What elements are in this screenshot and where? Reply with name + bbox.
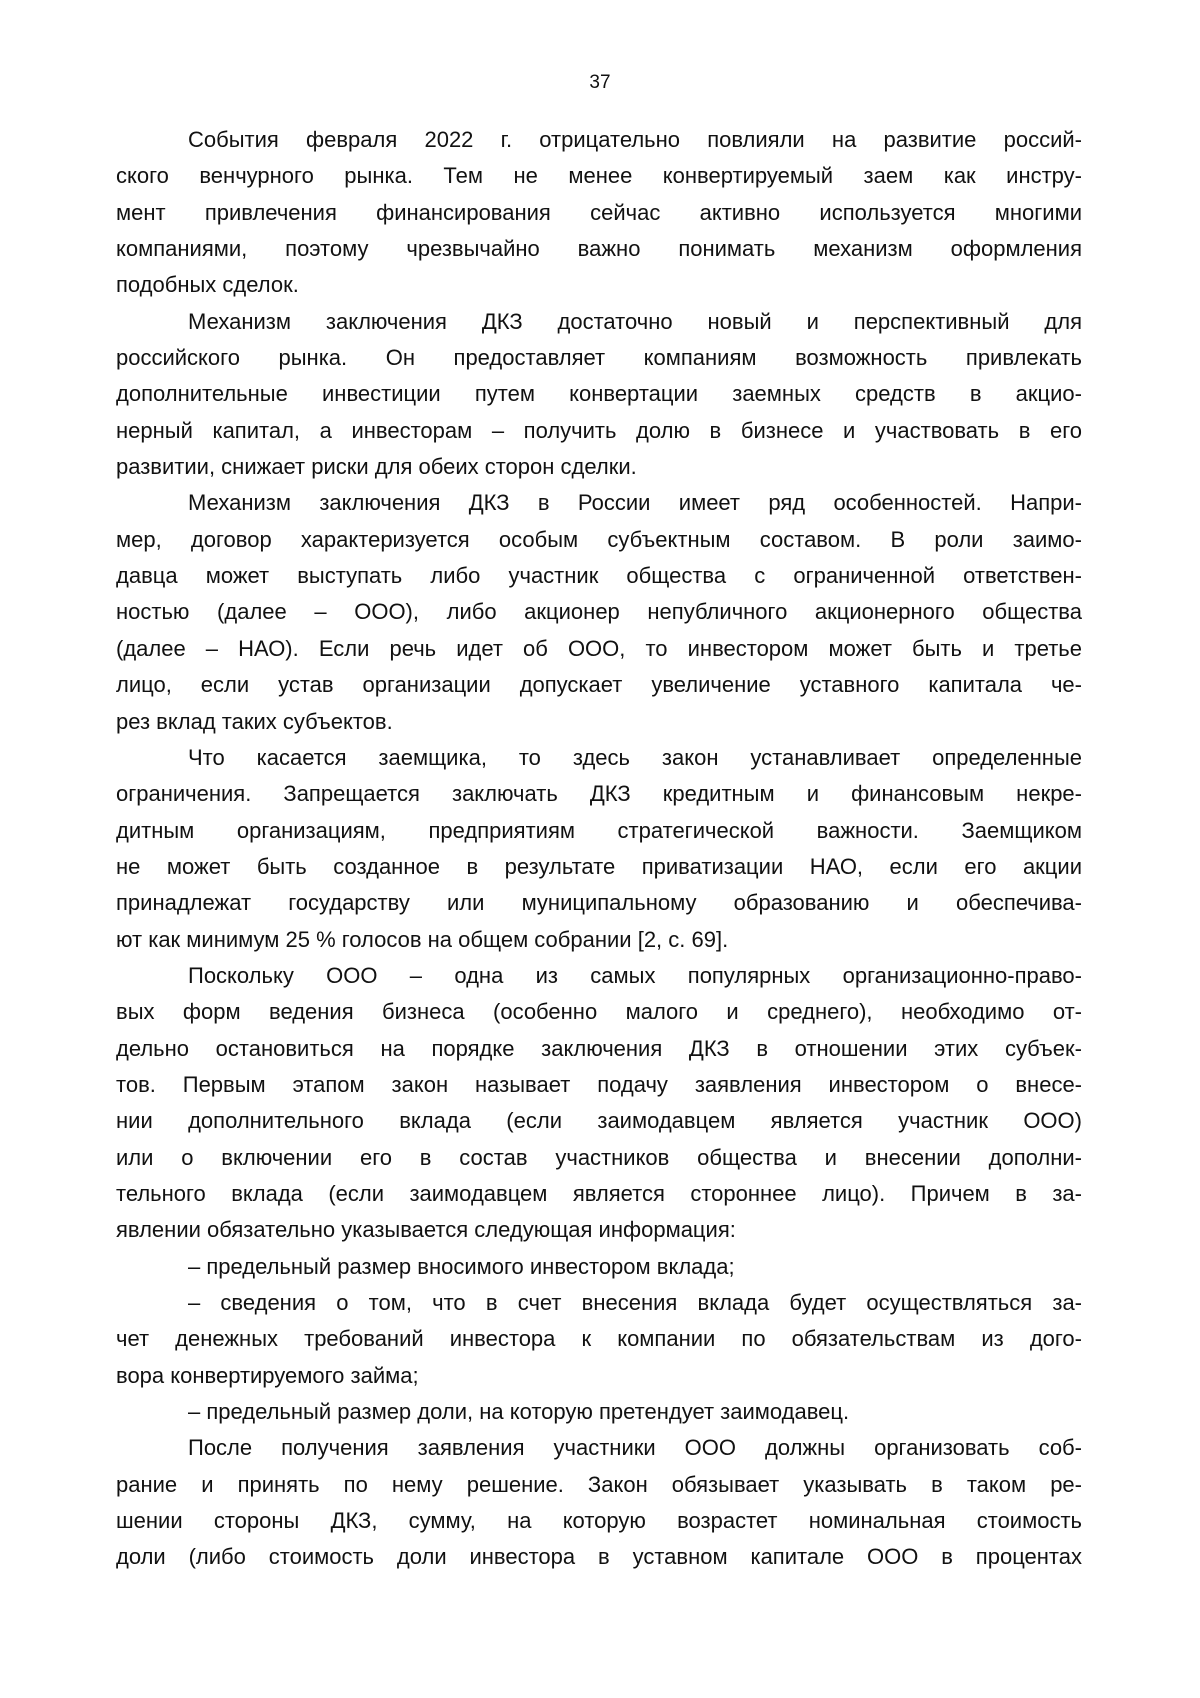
text-line: Что касается заемщика, то здесь закон устанавливает определенные: [188, 744, 1082, 770]
text-line: нерный капитал, а инвесторам – получить долю в бизнесе и участвовать в его: [116, 417, 1082, 443]
text-line: явлении обязательно указывается следующая информация:: [116, 1217, 736, 1243]
text-line: тельного вклада (если заимодавцем является стороннее лицо). Причем в за-: [116, 1180, 1082, 1206]
text-line: ют как минимум 25 % голосов на общем собрании [2, с. 69].: [116, 926, 729, 952]
text-line: принадлежат государству или муниципальному образованию и обеспечива-: [116, 890, 1082, 916]
text-line: мент привлечения финансирования сейчас активно используется многими: [116, 199, 1082, 225]
text-line: российского рынка. Он предоставляет компаниям возможность привлекать: [116, 345, 1082, 371]
paragraph: [116, 1285, 1082, 1394]
body-text: [116, 122, 1082, 1576]
paragraph: [116, 1394, 1082, 1430]
text-line: давца может выступать либо участник общества с ограниченной ответствен-: [116, 563, 1082, 589]
paragraph: [116, 1249, 1082, 1285]
text-line: ограничения. Запрещается заключать ДКЗ кредитным и финансовым некре-: [116, 781, 1082, 807]
paragraph: [116, 122, 1082, 304]
text-line: (далее – НАО). Если речь идет об ООО, то инвестором может быть и третье: [116, 635, 1082, 661]
text-line: ностью (далее – ООО), либо акционер непубличного акционерного общества: [116, 599, 1082, 625]
text-line: – предельный размер вносимого инвестором вклада;: [188, 1253, 735, 1279]
text-line: дополнительные инвестиции путем конвертации заемных средств в акцио-: [116, 381, 1082, 407]
paragraph: [116, 304, 1082, 486]
paragraph: [116, 1430, 1082, 1575]
paragraph: [116, 958, 1082, 1249]
text-line: – предельный размер доли, на которую претендует заимодавец.: [188, 1399, 850, 1425]
text-line: подобных сделок.: [116, 272, 299, 298]
text-line: После получения заявления участники ООО должны организовать соб-: [188, 1435, 1082, 1461]
text-line: вора конвертируемого займа;: [116, 1362, 419, 1388]
text-line: События февраля 2022 г. отрицательно повлияли на развитие россий-: [188, 127, 1082, 152]
text-line: вых форм ведения бизнеса (особенно малого и среднего), необходимо от-: [116, 999, 1082, 1025]
text-line: чет денежных требований инвестора к компании по обязательствам из дого-: [116, 1326, 1082, 1352]
text-line: мер, договор характеризуется особым субъектным составом. В роли заимо-: [116, 526, 1082, 552]
text-line: – сведения о том, что в счет внесения вклада будет осуществляться за-: [188, 1290, 1082, 1315]
text-line: Поскольку ООО – одна из самых популярных организационно-право-: [188, 962, 1082, 988]
text-line: дитным организациям, предприятиям стратегической важности. Заемщиком: [116, 817, 1082, 843]
text-line: рание и принять по нему решение. Закон обязывает указывать в таком ре-: [116, 1471, 1082, 1497]
text-line: развитии, снижает риски для обеих сторон сделки.: [116, 454, 637, 480]
text-line: дельно остановиться на порядке заключения ДКЗ в отношении этих субъек-: [116, 1035, 1082, 1061]
text-line: нии дополнительного вклада (если заимодавцем является участник ООО): [116, 1108, 1082, 1134]
paragraph: [116, 485, 1082, 739]
text-line: ского венчурного рынка. Тем не менее конвертируемый заем как инстру-: [116, 163, 1082, 189]
text-line: шении стороны ДКЗ, сумму, на которую возрастет номинальная стоимость: [116, 1508, 1082, 1534]
text-line: не может быть созданное в результате приватизации НАО, если его акции: [116, 853, 1082, 879]
paragraph: [116, 740, 1082, 958]
text-line: Механизм заключения ДКЗ в России имеет ряд особенностей. Напри-: [188, 490, 1082, 516]
text-line: доли (либо стоимость доли инвестора в уставном капитале ООО в процентах: [116, 1544, 1082, 1570]
text-line: компаниями, поэтому чрезвычайно важно понимать механизм оформления: [116, 236, 1082, 262]
page-number: 37: [589, 72, 611, 93]
text-line: тов. Первым этапом закон называет подачу заявления инвестором о внесе-: [116, 1071, 1082, 1097]
text-line: рез вклад таких субъектов.: [116, 708, 393, 734]
text-line: лицо, если устав организации допускает увеличение уставного капитала че-: [116, 672, 1082, 698]
text-line: или о включении его в состав участников общества и внесении дополни-: [116, 1144, 1082, 1170]
text-line: Механизм заключения ДКЗ достаточно новый и перспективный для: [188, 308, 1082, 334]
